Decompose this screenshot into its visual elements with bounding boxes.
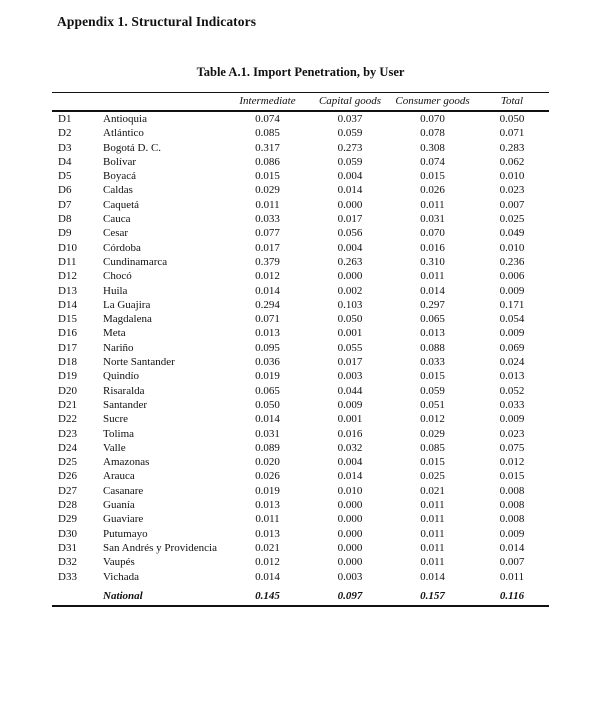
row-value: 0.007 [499, 556, 525, 569]
row-value: 0.294 [255, 298, 280, 311]
row-value: 0.011 [420, 556, 445, 569]
row-value: 0.015 [499, 470, 525, 483]
table-row [52, 241, 549, 255]
row-value: 0.008 [499, 499, 525, 512]
row-value: 0.004 [337, 456, 363, 469]
row-department-name: Chocó [103, 270, 132, 283]
row-value: 0.011 [255, 198, 280, 211]
row-value: 0.011 [420, 499, 445, 512]
row-department-name: Atlántico [103, 127, 144, 140]
row-value: 0.011 [499, 570, 525, 583]
row-value: 0.317 [255, 141, 280, 154]
row-code: D18 [58, 356, 77, 369]
row-value: 0.014 [420, 570, 445, 583]
table-row [52, 555, 549, 569]
table-row [52, 255, 549, 269]
row-value: 0.014 [499, 541, 525, 554]
row-value: 0.019 [255, 370, 280, 383]
row-value: 0.014 [255, 284, 280, 297]
row-department-name: Guaviare [103, 513, 144, 526]
row-code: D3 [58, 141, 72, 154]
row-department-name: Quindío [103, 370, 140, 383]
row-department-name: Huila [103, 284, 128, 297]
row-value: 0.044 [337, 384, 363, 397]
row-value: 0.085 [255, 127, 280, 140]
row-code: D1 [58, 113, 72, 125]
row-value: 0.012 [255, 556, 280, 569]
row-code: D5 [58, 170, 72, 183]
row-value: 0.071 [499, 127, 525, 140]
row-value: 0.017 [337, 356, 363, 369]
row-value: 0.023 [499, 184, 525, 197]
table-row [52, 484, 549, 498]
row-value: 0.020 [255, 456, 280, 469]
row-value: 0.001 [337, 327, 363, 340]
row-value: 0.273 [337, 141, 363, 154]
row-department-name: Norte Santander [103, 356, 175, 369]
row-department-name: Bogotá D. C. [103, 141, 162, 154]
row-value: 0.011 [420, 527, 445, 540]
row-value: 0.000 [337, 556, 363, 569]
row-value: 0.065 [420, 313, 445, 326]
row-value: 0.033 [255, 213, 280, 226]
table-row [52, 541, 549, 555]
table-row [52, 441, 549, 455]
row-department-name: Vaupés [103, 556, 135, 569]
row-value: 0.008 [499, 513, 525, 526]
national-label: National [103, 589, 143, 602]
row-value: 0.006 [499, 270, 525, 283]
row-code: D30 [58, 527, 77, 540]
row-value: 0.021 [255, 541, 280, 554]
national-row [52, 584, 549, 606]
row-value: 0.029 [255, 184, 280, 197]
row-code: D13 [58, 284, 77, 297]
row-value: 0.015 [420, 370, 445, 383]
row-value: 0.014 [337, 184, 363, 197]
row-department-name: Valle [103, 441, 126, 454]
row-value: 0.033 [420, 356, 445, 369]
row-value: 0.089 [255, 441, 280, 454]
row-value: 0.059 [420, 384, 445, 397]
table-row [52, 198, 549, 212]
row-department-name: Magdalena [103, 313, 152, 326]
row-code: D17 [58, 341, 77, 354]
row-value: 0.050 [337, 313, 363, 326]
column-header-code [52, 93, 100, 112]
row-value: 0.014 [255, 413, 280, 426]
row-value: 0.236 [499, 255, 525, 268]
row-department-name: Santander [103, 398, 147, 411]
row-value: 0.010 [499, 170, 525, 183]
row-department-name: San Andrés y Providencia [103, 541, 217, 554]
row-department-name: Córdoba [103, 241, 141, 254]
row-department-name: Putumayo [103, 527, 148, 540]
row-value: 0.308 [420, 141, 445, 154]
row-code: D9 [58, 227, 72, 240]
row-value: 0.014 [337, 470, 363, 483]
table-row [52, 284, 549, 298]
row-value: 0.003 [337, 570, 363, 583]
table-row [52, 512, 549, 526]
row-value: 0.283 [499, 141, 525, 154]
row-department-name: Caldas [103, 184, 133, 197]
table-row [52, 126, 549, 140]
row-value: 0.052 [499, 384, 525, 397]
row-code: D29 [58, 513, 77, 526]
row-code: D19 [58, 370, 77, 383]
row-value: 0.069 [499, 341, 525, 354]
row-value: 0.011 [420, 541, 445, 554]
row-code: D25 [58, 456, 77, 469]
row-code: D2 [58, 127, 72, 140]
row-value: 0.012 [255, 270, 280, 283]
row-code: D31 [58, 541, 77, 554]
table-row [52, 469, 549, 483]
row-value: 0.010 [499, 241, 525, 254]
row-value: 0.062 [499, 155, 525, 168]
row-department-name: Arauca [103, 470, 135, 483]
row-value: 0.000 [337, 198, 363, 211]
row-value: 0.050 [255, 398, 280, 411]
table-row [52, 269, 549, 283]
table-body [52, 111, 549, 606]
table-title: Table A.1. Import Penetration, by User [196, 65, 405, 79]
row-value: 0.031 [420, 213, 445, 226]
row-code: D24 [58, 441, 77, 454]
table-row [52, 169, 549, 183]
row-department-name: Cauca [103, 213, 131, 226]
row-value: 0.059 [337, 155, 363, 168]
table-row [52, 155, 549, 169]
table-row [52, 226, 549, 240]
row-department-name: Cundinamarca [103, 255, 168, 268]
row-value: 0.013 [255, 527, 280, 540]
row-department-name: Nariño [103, 341, 134, 354]
row-value: 0.078 [420, 127, 445, 140]
row-value: 0.071 [255, 313, 280, 326]
table-row [52, 111, 549, 126]
row-value: 0.016 [337, 427, 363, 440]
row-value: 0.016 [420, 241, 445, 254]
row-value: 0.011 [255, 513, 280, 526]
row-department-name: Meta [103, 327, 126, 340]
row-value: 0.012 [420, 413, 445, 426]
table-row [52, 326, 549, 340]
row-value: 0.050 [499, 113, 525, 125]
row-code: D11 [58, 255, 77, 268]
row-value: 0.013 [420, 327, 445, 340]
header-row [52, 93, 549, 112]
row-code: D6 [58, 184, 72, 197]
row-code: D27 [58, 484, 77, 497]
table-row [52, 570, 549, 584]
national-value: 0.157 [420, 589, 445, 602]
row-code: D7 [58, 198, 72, 211]
row-department-name: Caquetá [103, 198, 140, 211]
row-value: 0.026 [255, 470, 280, 483]
row-value: 0.014 [255, 570, 280, 583]
row-department-name: Boyacá [103, 170, 136, 183]
row-value: 0.025 [420, 470, 445, 483]
row-code: D10 [58, 241, 77, 254]
row-value: 0.021 [420, 484, 445, 497]
row-department-name: Cesar [103, 227, 129, 240]
row-value: 0.000 [337, 499, 363, 512]
row-value: 0.036 [255, 356, 280, 369]
row-department-name: Risaralda [103, 384, 145, 397]
table-row [52, 369, 549, 383]
row-value: 0.054 [499, 313, 525, 326]
row-value: 0.025 [499, 213, 525, 226]
row-department-name: Guanía [103, 499, 135, 512]
row-value: 0.014 [420, 284, 445, 297]
row-code: D23 [58, 427, 77, 440]
row-code: D4 [58, 155, 72, 168]
row-value: 0.007 [499, 198, 525, 211]
row-value: 0.095 [255, 341, 280, 354]
table-row [52, 527, 549, 541]
row-value: 0.000 [337, 541, 363, 554]
row-value: 0.000 [337, 513, 363, 526]
appendix-heading: Appendix 1. Structural Indicators [57, 14, 257, 29]
national-value: 0.145 [255, 589, 280, 602]
row-value: 0.077 [255, 227, 280, 240]
row-value: 0.000 [337, 270, 363, 283]
row-value: 0.009 [499, 327, 525, 340]
table-row [52, 212, 549, 226]
row-value: 0.049 [499, 227, 525, 240]
table-row [52, 455, 549, 469]
row-value: 0.056 [337, 227, 363, 240]
table-row [52, 312, 549, 326]
row-code: D12 [58, 270, 77, 283]
row-department-name: Antioquia [103, 113, 147, 125]
row-value: 0.074 [255, 113, 280, 125]
row-value: 0.009 [499, 527, 525, 540]
table-row [52, 355, 549, 369]
row-value: 0.263 [337, 255, 363, 268]
row-value: 0.033 [499, 398, 525, 411]
row-value: 0.031 [255, 427, 280, 440]
table-row [52, 183, 549, 197]
table-row [52, 298, 549, 312]
table-row [52, 412, 549, 426]
national-value: 0.097 [337, 589, 363, 602]
row-value: 0.074 [420, 155, 445, 168]
row-code: D20 [58, 384, 77, 397]
row-value: 0.015 [255, 170, 280, 183]
row-value: 0.051 [420, 398, 445, 411]
row-value: 0.055 [337, 341, 363, 354]
row-value: 0.029 [420, 427, 445, 440]
row-value: 0.004 [337, 170, 363, 183]
row-value: 0.059 [337, 127, 363, 140]
row-value: 0.024 [499, 356, 525, 369]
row-value: 0.065 [255, 384, 280, 397]
row-code: D22 [58, 413, 77, 426]
row-department-name: Bolívar [103, 155, 136, 168]
row-value: 0.103 [337, 298, 363, 311]
row-code: D14 [58, 298, 77, 311]
row-code: D28 [58, 499, 77, 512]
national-value: 0.116 [499, 589, 525, 602]
column-header-capital-goods: Capital goods [310, 93, 390, 112]
row-value: 0.009 [337, 398, 363, 411]
row-value: 0.013 [255, 327, 280, 340]
row-value: 0.075 [499, 441, 525, 454]
row-value: 0.015 [420, 456, 445, 469]
table-row [52, 498, 549, 512]
row-code: D32 [58, 556, 77, 569]
row-value: 0.171 [499, 298, 525, 311]
row-value: 0.002 [337, 284, 363, 297]
row-code: D26 [58, 470, 77, 483]
row-value: 0.297 [420, 298, 445, 311]
row-value: 0.310 [420, 255, 445, 268]
row-value: 0.013 [255, 499, 280, 512]
row-code: D8 [58, 213, 72, 226]
row-value: 0.011 [420, 270, 445, 283]
row-value: 0.001 [337, 413, 363, 426]
table-row [52, 398, 549, 412]
row-value: 0.070 [420, 227, 445, 240]
column-header-consumer-goods: Consumer goods [390, 93, 475, 112]
row-value: 0.010 [337, 484, 363, 497]
table-row [52, 427, 549, 441]
column-header-intermediate: Intermediate [225, 93, 310, 112]
row-department-name: La Guajira [103, 298, 151, 311]
column-header-name [100, 93, 225, 112]
row-value: 0.032 [337, 441, 363, 454]
row-department-name: Sucre [103, 413, 129, 426]
row-value: 0.017 [337, 213, 363, 226]
row-value: 0.070 [420, 113, 445, 125]
row-value: 0.026 [420, 184, 445, 197]
row-value: 0.023 [499, 427, 525, 440]
row-code: D21 [58, 398, 77, 411]
row-code: D16 [58, 327, 77, 340]
row-value: 0.013 [499, 370, 525, 383]
row-value: 0.379 [255, 255, 280, 268]
table-row [52, 341, 549, 355]
row-department-name: Casanare [103, 484, 144, 497]
row-value: 0.037 [337, 113, 363, 125]
column-header-total: Total [475, 93, 549, 112]
row-value: 0.085 [420, 441, 445, 454]
row-value: 0.086 [255, 155, 280, 168]
row-value: 0.009 [499, 413, 525, 426]
import-penetration-table [52, 92, 549, 607]
row-department-name: Tolima [103, 427, 135, 440]
table-row [52, 141, 549, 155]
row-department-name: Amazonas [103, 456, 150, 469]
row-value: 0.012 [499, 456, 525, 469]
row-code: D15 [58, 313, 77, 326]
row-value: 0.004 [337, 241, 363, 254]
table-row [52, 384, 549, 398]
row-value: 0.003 [337, 370, 363, 383]
row-value: 0.009 [499, 284, 525, 297]
table-header [52, 93, 549, 112]
national-code [52, 584, 100, 606]
row-value: 0.088 [420, 341, 445, 354]
row-value: 0.017 [255, 241, 280, 254]
row-value: 0.019 [255, 484, 280, 497]
row-value: 0.008 [499, 484, 525, 497]
row-value: 0.000 [337, 527, 363, 540]
row-value: 0.015 [420, 170, 445, 183]
row-department-name: Vichada [103, 570, 139, 583]
row-value: 0.011 [420, 513, 445, 526]
row-code: D33 [58, 570, 77, 583]
row-value: 0.011 [420, 198, 445, 211]
